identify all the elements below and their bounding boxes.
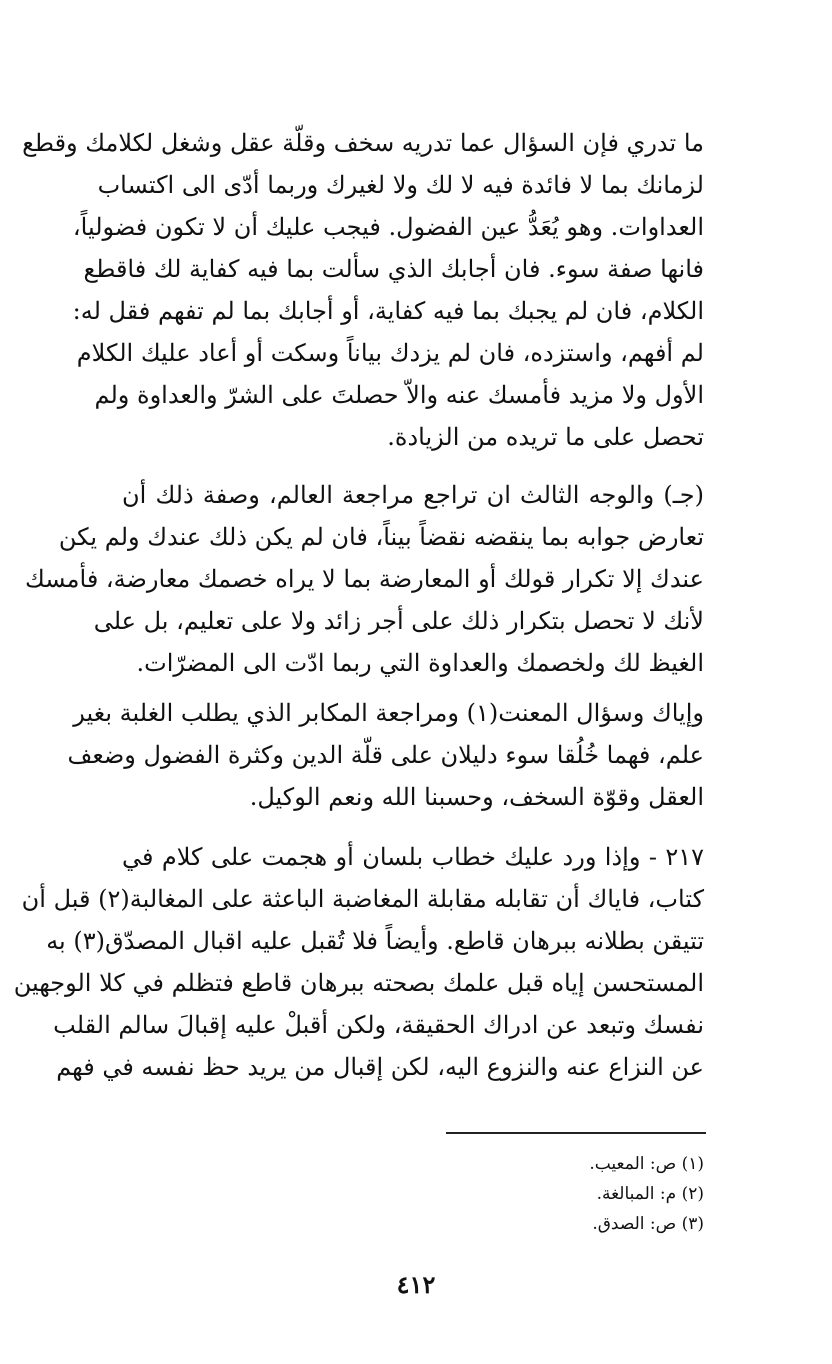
body-line: الكلام، فان لم يجبك بما فيه كفاية، أو أجابك بما لم تفهم فقل له: <box>72 297 704 325</box>
body-line: تحصل على ما تريده من الزيادة. <box>387 423 704 451</box>
footnote: (٢) م: المبالغة. <box>596 1184 704 1204</box>
body-line: نفسك وتبعد عن ادراك الحقيقة، ولكن أقبلْ عليه إقبالَ سالم القلب <box>53 1011 704 1039</box>
body-line: الغيظ لك ولخصمك والعداوة التي ربما ادّت الى المضرّات. <box>136 649 704 677</box>
body-line: كتاب، فاياك أن تقابله مقابلة المغاضبة الباعثة على المغالبة(٢) قبل أن <box>21 885 704 913</box>
body-line: الأول ولا مزيد فأمسك عنه والاّ حصلتَ على الشرّ والعداوة ولم <box>94 381 704 409</box>
body-line: العقل وقوّة السخف، وحسبنا الله ونعم الوكيل. <box>249 783 704 811</box>
footnote: (١) ص: المعيب. <box>589 1154 704 1174</box>
page-number: ٤١٢ <box>396 1270 436 1299</box>
body-line: علم، فهما خُلُقا سوء دليلان على قلّة الدين وكثرة الفضول وضعف <box>67 741 704 769</box>
footnote-divider <box>446 1132 706 1134</box>
body-line: فانها صفة سوء. فان أجابك الذي سألت بما فيه كفاية لك فاقطع <box>83 255 704 283</box>
body-line: ٢١٧ - وإذا ورد عليك خطاب بلسان أو هجمت على كلام في <box>122 843 704 871</box>
body-line: تعارض جوابه بما ينقضه نقضاً بيناً، فان لم يكن ذلك عندك ولم يكن <box>58 523 704 551</box>
body-line: المستحسن إياه قبل علمك بصحته ببرهان قاطع فتظلم في كلا الوجهين <box>13 969 704 997</box>
body-line: عن النزاع عنه والنزوع اليه، لكن إقبال من يريد حظ نفسه في فهم <box>56 1053 704 1081</box>
body-line: لأنك لا تحصل بتكرار ذلك على أجر زائد ولا على تعليم، بل على <box>93 607 704 635</box>
body-line: تتيقن بطلانه ببرهان قاطع. وأيضاً فلا تُقبل عليه اقبال المصدّق(٣) به <box>46 927 704 955</box>
body-line: لم أفهم، واستزده، فان لم يزدك بياناً وسكت أو أعاد عليك الكلام <box>76 339 704 367</box>
body-line: العداوات. وهو يُعَدُّ عين الفضول. فيجب عليك أن لا تكون فضولياً، <box>72 213 704 241</box>
body-line: ما تدري فإن السؤال عما تدريه سخف وقلّة عقل وشغل لكلامك وقطع <box>22 129 704 157</box>
body-line: عندك إلا تكرار قولك أو المعارضة بما لا يراه خصمك معارضة، فأمسك <box>25 565 704 593</box>
body-line: (جـ) والوجه الثالث ان تراجع مراجعة العالم، وصفة ذلك أن <box>122 481 704 509</box>
body-line: لزمانك بما لا فائدة فيه لا لك ولا لغيرك وربما أدّى الى اكتساب <box>97 171 704 199</box>
footnote: (٣) ص: الصدق. <box>592 1214 704 1234</box>
body-line: وإياك وسؤال المعنت(١) ومراجعة المكابر الذي يطلب الغلبة بغير <box>73 699 704 727</box>
